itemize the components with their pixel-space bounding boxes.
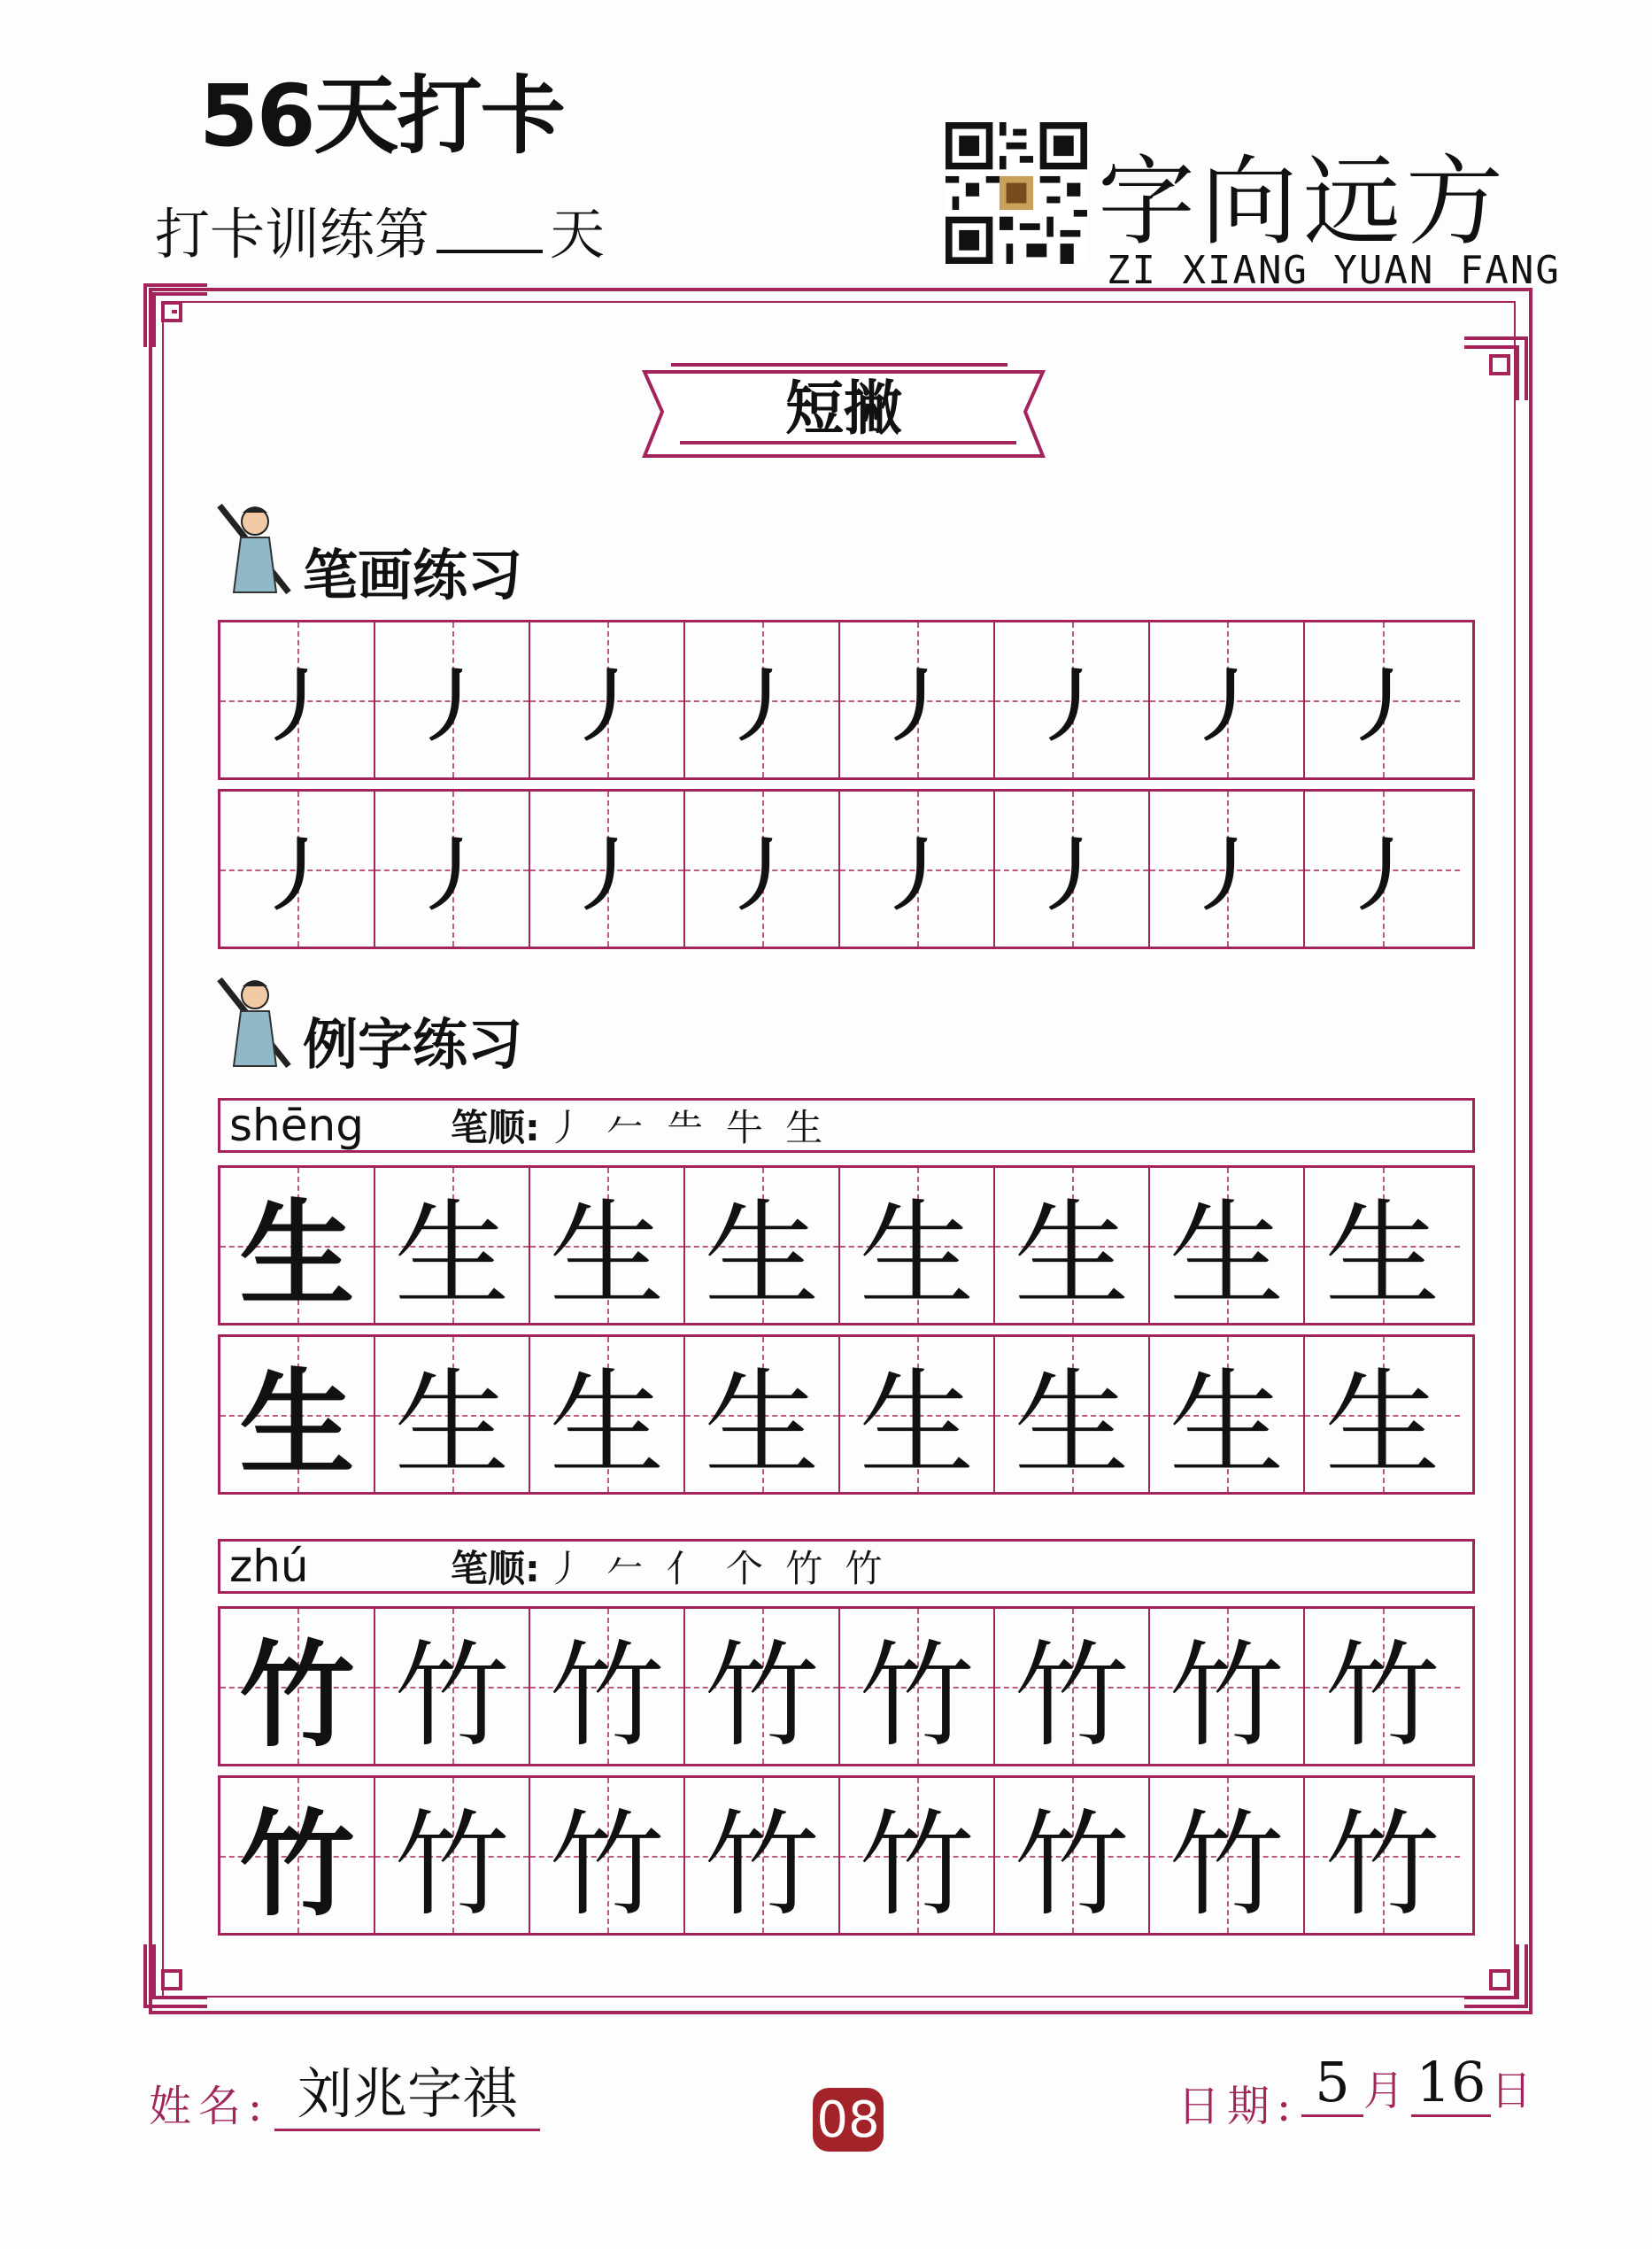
stroke-glyph: 丿 <box>1343 659 1422 752</box>
grid-cell <box>685 1337 840 1492</box>
day-unit: 日 <box>1491 2067 1539 2114</box>
character-info-bar <box>218 1539 1475 1594</box>
grid-cell <box>530 1168 685 1323</box>
handwritten-character: 竹 <box>859 1797 975 1932</box>
grid-cell <box>1150 1609 1305 1764</box>
lesson-title: 短撇 <box>785 375 902 443</box>
stroke-order: 丿 𠂉 ⺧ 牛 生 <box>546 1106 829 1149</box>
grid-cell <box>995 1168 1150 1323</box>
grid-cell <box>1150 1778 1305 1933</box>
section-title-character-practice: 例字练习 <box>303 1012 523 1077</box>
stroke-glyph: 丿 <box>722 828 801 921</box>
handwritten-character: 生 <box>1169 1187 1285 1322</box>
stroke-glyph: 丿 <box>1032 659 1111 752</box>
stroke-glyph: 丿 <box>722 659 801 752</box>
grid-cell <box>1305 1168 1460 1323</box>
grid-cell <box>530 1778 685 1933</box>
grid-cell <box>1305 1778 1460 1933</box>
grid-cell <box>685 1168 840 1323</box>
date-field[interactable] <box>1301 2050 1539 2117</box>
handwritten-character: 生 <box>549 1187 665 1322</box>
grid-cell <box>1305 792 1460 947</box>
character-row-2 <box>218 1334 1475 1495</box>
handwritten-character: 生 <box>704 1356 820 1491</box>
character-block-2 <box>218 1539 1475 1936</box>
stroke-glyph: 丿 <box>877 659 956 752</box>
date-label: 日期: <box>1177 2082 1299 2131</box>
stroke-row-1 <box>218 620 1475 780</box>
handwritten-character: 竹 <box>394 1628 510 1763</box>
stroke-order: 丿 𠂉 亻 个 竹 竹 <box>546 1547 888 1590</box>
stroke-glyph: 丿 <box>1032 828 1111 921</box>
handwritten-character: 竹 <box>1014 1628 1130 1763</box>
model-character: 竹 <box>239 1797 355 1932</box>
grid-cell <box>840 622 995 777</box>
handwritten-character: 竹 <box>394 1797 510 1932</box>
grid-cell <box>685 1609 840 1764</box>
handwritten-character: 生 <box>859 1187 975 1322</box>
handwritten-character: 竹 <box>549 1797 665 1932</box>
grid-cell <box>375 1778 530 1933</box>
name-label: 姓名: <box>149 2082 270 2131</box>
character-info-bar <box>218 1098 1475 1153</box>
grid-cell <box>840 1609 995 1764</box>
corner-ornament-top-left <box>142 282 211 351</box>
grid-cell <box>220 792 375 947</box>
grid-cell <box>1150 622 1305 777</box>
stroke-glyph: 丿 <box>413 659 491 752</box>
handwritten-character: 竹 <box>1324 1797 1440 1932</box>
character-row-1 <box>218 1165 1475 1325</box>
grid-cell <box>530 622 685 777</box>
checkin-prefix: 打卡训练第 <box>155 202 430 267</box>
handwritten-character: 竹 <box>704 1797 820 1932</box>
corner-ornament-bottom-right <box>1461 1941 1530 2010</box>
grid-cell <box>375 622 530 777</box>
model-character: 生 <box>239 1186 355 1322</box>
stroke-glyph: 丿 <box>258 828 336 921</box>
stroke-row-2 <box>218 789 1475 949</box>
brand-chinese: 字向远方 <box>1098 145 1509 259</box>
model-character: 竹 <box>239 1627 355 1763</box>
grid-cell <box>840 792 995 947</box>
corner-ornament-bottom-left <box>142 1941 211 2010</box>
handwritten-character: 生 <box>1014 1356 1130 1491</box>
stroke-order-label: 笔顺: <box>451 1547 540 1590</box>
grid-cell <box>220 1337 375 1492</box>
handwritten-character: 竹 <box>1169 1628 1285 1763</box>
grid-cell <box>375 792 530 947</box>
character-block-1 <box>218 1098 1475 1495</box>
grid-cell <box>685 792 840 947</box>
brand-english: ZI XIANG YUAN FANG <box>1107 248 1561 293</box>
grid-cell <box>220 1609 375 1764</box>
handwritten-character: 生 <box>1324 1356 1440 1491</box>
grid-cell <box>840 1168 995 1323</box>
month-unit: 月 <box>1363 2067 1411 2114</box>
handwritten-character: 生 <box>1014 1187 1130 1322</box>
worksheet-title: 56天打卡 <box>199 66 564 166</box>
grid-cell <box>995 1609 1150 1764</box>
handwritten-character: 竹 <box>704 1628 820 1763</box>
handwritten-character: 生 <box>1324 1187 1440 1322</box>
qr-code-icon <box>946 122 1087 264</box>
stroke-glyph: 丿 <box>258 659 336 752</box>
name-value[interactable]: 刘兆字祺 <box>274 2050 540 2131</box>
scholar-brush-icon <box>214 974 294 1071</box>
handwritten-character: 生 <box>1169 1356 1285 1491</box>
pinyin: shēng <box>229 1100 364 1151</box>
stroke-glyph: 丿 <box>1187 828 1266 921</box>
handwritten-character: 竹 <box>859 1628 975 1763</box>
grid-cell <box>530 1609 685 1764</box>
grid-cell <box>1305 1609 1460 1764</box>
grid-cell <box>840 1778 995 1933</box>
grid-cell <box>1150 1168 1305 1323</box>
stroke-glyph: 丿 <box>1187 659 1266 752</box>
grid-cell <box>1150 792 1305 947</box>
grid-cell <box>220 1168 375 1323</box>
pinyin: zhú <box>229 1541 309 1592</box>
checkin-day-line <box>155 190 605 269</box>
grid-cell <box>1305 622 1460 777</box>
date-month[interactable]: 5 <box>1301 2050 1363 2117</box>
grid-cell <box>840 1337 995 1492</box>
grid-cell <box>685 1778 840 1933</box>
grid-cell <box>995 1337 1150 1492</box>
grid-cell <box>220 1778 375 1933</box>
handwritten-character: 生 <box>704 1187 820 1322</box>
handwritten-character: 竹 <box>1014 1797 1130 1932</box>
grid-cell <box>685 622 840 777</box>
checkin-suffix: 天 <box>550 202 606 267</box>
stroke-order-label: 笔顺: <box>451 1106 540 1149</box>
stroke-glyph: 丿 <box>567 828 646 921</box>
checkin-day-blank <box>436 214 543 253</box>
page-number-badge: 08 <box>813 2088 884 2152</box>
section-title-stroke-practice: 笔画练习 <box>303 543 523 607</box>
grid-cell <box>995 622 1150 777</box>
character-row-1 <box>218 1606 1475 1766</box>
character-row-2 <box>218 1775 1475 1936</box>
handwritten-character: 生 <box>394 1356 510 1491</box>
stroke-glyph: 丿 <box>413 828 491 921</box>
grid-cell <box>375 1609 530 1764</box>
grid-cell <box>375 1168 530 1323</box>
scholar-brush-icon <box>214 500 294 598</box>
stroke-glyph: 丿 <box>567 659 646 752</box>
handwritten-character: 生 <box>549 1356 665 1491</box>
handwritten-character: 生 <box>859 1356 975 1491</box>
grid-cell <box>530 792 685 947</box>
stroke-glyph: 丿 <box>1343 828 1422 921</box>
grid-cell <box>995 792 1150 947</box>
handwritten-character: 竹 <box>549 1628 665 1763</box>
stroke-practice-grid <box>218 620 1475 949</box>
date-day[interactable]: 16 <box>1411 2050 1491 2117</box>
grid-cell <box>1305 1337 1460 1492</box>
grid-cell <box>375 1337 530 1492</box>
model-character: 生 <box>239 1356 355 1491</box>
handwritten-character: 竹 <box>1169 1797 1285 1932</box>
grid-cell <box>220 622 375 777</box>
grid-cell <box>1150 1337 1305 1492</box>
corner-ornament-top-right <box>1461 335 1530 404</box>
handwritten-character: 竹 <box>1324 1628 1440 1763</box>
stroke-glyph: 丿 <box>877 828 956 921</box>
handwritten-character: 生 <box>394 1187 510 1322</box>
grid-cell <box>530 1337 685 1492</box>
grid-cell <box>995 1778 1150 1933</box>
